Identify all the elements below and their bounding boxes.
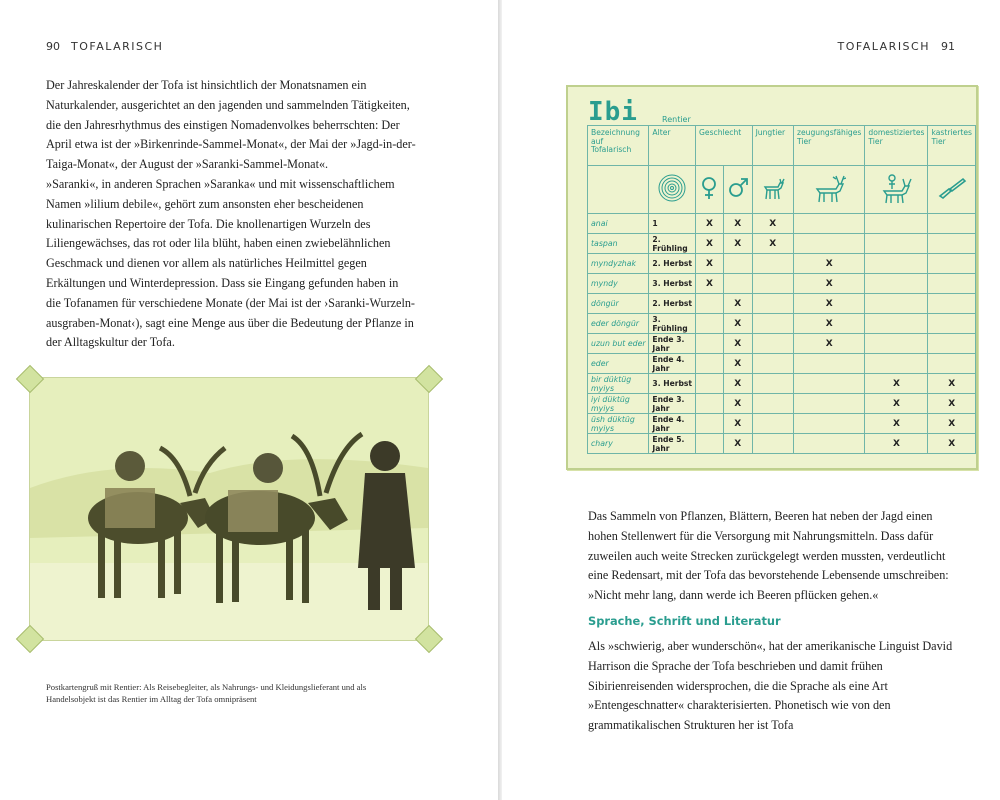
card-title: Ibi: [588, 97, 638, 127]
row-mark: [793, 374, 864, 394]
row-mark: X: [928, 414, 976, 434]
row-mark: [696, 434, 724, 454]
table-row: [588, 254, 976, 274]
row-mark: [752, 274, 793, 294]
row-name: taspan: [588, 234, 649, 254]
row-name: myndy: [588, 274, 649, 294]
row-mark: [928, 274, 976, 294]
row-mark: [928, 234, 976, 254]
section-heading: Sprache, Schrift und Literatur: [588, 614, 781, 628]
row-age: 2. Frühling: [649, 234, 696, 254]
row-name: iyi düktüg myiys: [588, 394, 649, 414]
row-mark: [752, 334, 793, 354]
header-bezeichnung: Bezeichnung auf Tofalarisch: [588, 126, 649, 166]
card-subtitle: Rentier: [662, 115, 691, 124]
row-age: Ende 4. Jahr: [649, 414, 696, 434]
table-header-row: [588, 126, 976, 166]
row-mark: [696, 394, 724, 414]
row-mark: [752, 354, 793, 374]
row-age: 3. Herbst: [649, 374, 696, 394]
reindeer-table: [587, 125, 976, 454]
row-mark: [928, 214, 976, 234]
table-row: [588, 334, 976, 354]
row-mark: [793, 414, 864, 434]
row-mark: [723, 254, 752, 274]
row-mark: [752, 414, 793, 434]
row-age: Ende 3. Jahr: [649, 334, 696, 354]
row-mark: [696, 314, 724, 334]
running-head-title-right: TOFALARISCH: [837, 40, 930, 53]
row-mark: [723, 274, 752, 294]
row-mark: [793, 234, 864, 254]
row-mark: [793, 394, 864, 414]
row-mark: [928, 334, 976, 354]
row-name: chary: [588, 434, 649, 454]
header-geschlecht: Geschlecht: [696, 126, 753, 166]
row-name: üsh düktüg myiys: [588, 414, 649, 434]
row-mark: [928, 254, 976, 274]
row-age: Ende 4. Jahr: [649, 354, 696, 374]
row-mark: [696, 354, 724, 374]
table-row: [588, 434, 976, 454]
row-mark: [752, 294, 793, 314]
ibi-table-card: [566, 85, 978, 470]
male-icon: [723, 166, 752, 214]
row-mark: [793, 214, 864, 234]
row-mark: [696, 414, 724, 434]
row-age: 2. Herbst: [649, 254, 696, 274]
header-alter: Alter: [649, 126, 696, 166]
row-mark: [865, 254, 928, 274]
female-icon: [696, 166, 724, 214]
row-mark: [793, 354, 864, 374]
icon-row: [588, 166, 976, 214]
row-age: 3. Herbst: [649, 274, 696, 294]
row-mark: X: [793, 294, 864, 314]
row-mark: [752, 434, 793, 454]
table-row: [588, 214, 976, 234]
row-mark: X: [928, 394, 976, 414]
row-mark: X: [793, 274, 864, 294]
table-row: [588, 354, 976, 374]
row-mark: X: [793, 334, 864, 354]
row-name: döngür: [588, 294, 649, 314]
row-mark: X: [696, 254, 724, 274]
table-row: [588, 274, 976, 294]
row-mark: [928, 294, 976, 314]
row-mark: X: [723, 414, 752, 434]
table-row: [588, 374, 976, 394]
running-head-title-left: TOFALARISCH: [71, 40, 164, 53]
right-paragraph-2: Als »schwierig, aber wunderschön«, hat der amerikanische Linguist David Harrison die Sprache der Tofa beschrieben und damit frühen Sibirienreisenden widersprochen, die die Sprache als eine Art »Entengeschnatter« charakterisierten. Phonetisch wie von den grammatikalischen Strukturen her ist Tofa: [588, 639, 953, 733]
table-row: [588, 414, 976, 434]
table-row: [588, 314, 976, 334]
row-age: 1: [649, 214, 696, 234]
running-head-right: [838, 40, 955, 53]
table-row: [588, 294, 976, 314]
row-mark: [696, 294, 724, 314]
row-age: 2. Herbst: [649, 294, 696, 314]
header-domestiziert: domestiziertes Tier: [865, 126, 928, 166]
reindeer-postcard-photo: [22, 368, 437, 650]
row-mark: X: [865, 374, 928, 394]
running-head-left: [46, 40, 163, 53]
row-mark: X: [696, 214, 724, 234]
row-mark: X: [723, 334, 752, 354]
right-paragraph-1: Das Sammeln von Pflanzen, Blättern, Beeren hat neben der Jagd einen hohen Stellenwert für die Versorgung mit Nahrungsmitteln. Dass dafür zuweilen auch weite Strecken zurückgelegt werden mussten, verdeutlicht eine Redensart, mit der Tofa das bevorstehende Lebensende umschreiben: »Nicht mehr lang, dann werde ich Beeren pflücken gehen.«: [588, 509, 949, 603]
row-mark: [696, 334, 724, 354]
row-mark: X: [865, 394, 928, 414]
row-mark: X: [723, 434, 752, 454]
row-name: eder: [588, 354, 649, 374]
row-mark: [865, 354, 928, 374]
header-kastriert: kastriertes Tier: [928, 126, 976, 166]
row-mark: X: [793, 314, 864, 334]
fawn-icon: [752, 166, 793, 214]
table-body: [588, 214, 976, 454]
row-mark: [865, 214, 928, 234]
row-mark: [865, 234, 928, 254]
row-mark: [793, 434, 864, 454]
row-mark: X: [696, 274, 724, 294]
row-mark: X: [696, 234, 724, 254]
row-mark: X: [723, 214, 752, 234]
row-mark: [752, 254, 793, 274]
row-mark: X: [928, 374, 976, 394]
row-mark: [752, 394, 793, 414]
left-page: [0, 0, 498, 800]
row-mark: X: [723, 234, 752, 254]
row-mark: X: [793, 254, 864, 274]
row-mark: [865, 334, 928, 354]
row-mark: [865, 294, 928, 314]
table-row: [588, 234, 976, 254]
left-paragraph-1: Der Jahreskalender der Tofa ist hinsichtlich der Monatsnamen ein Naturkalender, ausgerichtet an den jagenden und sammelnden Tätigkeiten, die den Jahresrhythmus des einstigen Nomadenvolkes beherrschten: Der April etwa ist der »Birkenrinde-Sammel-Monat«, der Mai der »Jagd-in-der-Taiga-Monat«, der August der »Saranki-Sammel-Monat«.: [46, 78, 416, 172]
rider-reindeer-icon: [865, 166, 928, 214]
header-zeugungsfaehig: zeugungsfähiges Tier: [793, 126, 864, 166]
photo-caption: Postkartengruß mit Rentier: Als Reisebegleiter, als Nahrungs- und Kleidungslieferant und als Handelsobjekt ist das Rentier im Alltag der Tofa omnipräsent: [46, 682, 367, 704]
row-mark: [928, 314, 976, 334]
row-mark: X: [723, 354, 752, 374]
book-gutter: [498, 0, 502, 800]
photo-image: [30, 378, 428, 640]
knife-icon: [928, 166, 976, 214]
row-age: Ende 5. Jahr: [649, 434, 696, 454]
row-mark: X: [752, 234, 793, 254]
row-mark: X: [723, 394, 752, 414]
left-paragraph-2: »Saranki«, in anderen Sprachen »Saranka« und mit wissenschaftlichem Namen »lilium debile«, gehört zum ansonsten eher bescheidenen kulinarischen Repertoire der Tofa. Die knollenartigen Wurzeln des Liliengewächses, das rot oder lila blüht, haben einen zwiebelähnlichen Geschmack und dienen vor allem als natürliches Heilmittel gegen Erkältungen und Winterdepression. Dass sie Eingang gefunden haben in die Tofanamen für verschiedene Monate (der Mai ist der ›Saranki-Wurzeln-ausgraben-Monat‹), sagt eine Menge aus über die Bedeutung der Pflanze in der Alltagskultur der Tofa.: [46, 176, 415, 350]
row-mark: [752, 314, 793, 334]
row-mark: X: [752, 214, 793, 234]
tree-rings-icon: [649, 166, 696, 214]
left-body-text: [46, 76, 416, 353]
row-age: Ende 3. Jahr: [649, 394, 696, 414]
row-mark: X: [865, 434, 928, 454]
row-mark: [752, 374, 793, 394]
row-mark: X: [928, 434, 976, 454]
row-name: bir düktüg myiys: [588, 374, 649, 394]
page-number-right: 91: [941, 40, 955, 53]
row-mark: [928, 354, 976, 374]
row-mark: X: [723, 294, 752, 314]
page-number-left: 90: [46, 40, 60, 53]
row-mark: [865, 314, 928, 334]
row-name: myndyzhak: [588, 254, 649, 274]
row-name: anai: [588, 214, 649, 234]
row-mark: X: [723, 314, 752, 334]
row-name: eder döngür: [588, 314, 649, 334]
row-mark: X: [865, 414, 928, 434]
stag-icon: [793, 166, 864, 214]
reindeer-illustration: [30, 378, 428, 640]
row-name: uzun but eder: [588, 334, 649, 354]
row-age: 3. Frühling: [649, 314, 696, 334]
row-mark: [865, 274, 928, 294]
row-mark: X: [723, 374, 752, 394]
row-mark: [696, 374, 724, 394]
header-jungtier: Jungtier: [752, 126, 793, 166]
table-row: [588, 394, 976, 414]
